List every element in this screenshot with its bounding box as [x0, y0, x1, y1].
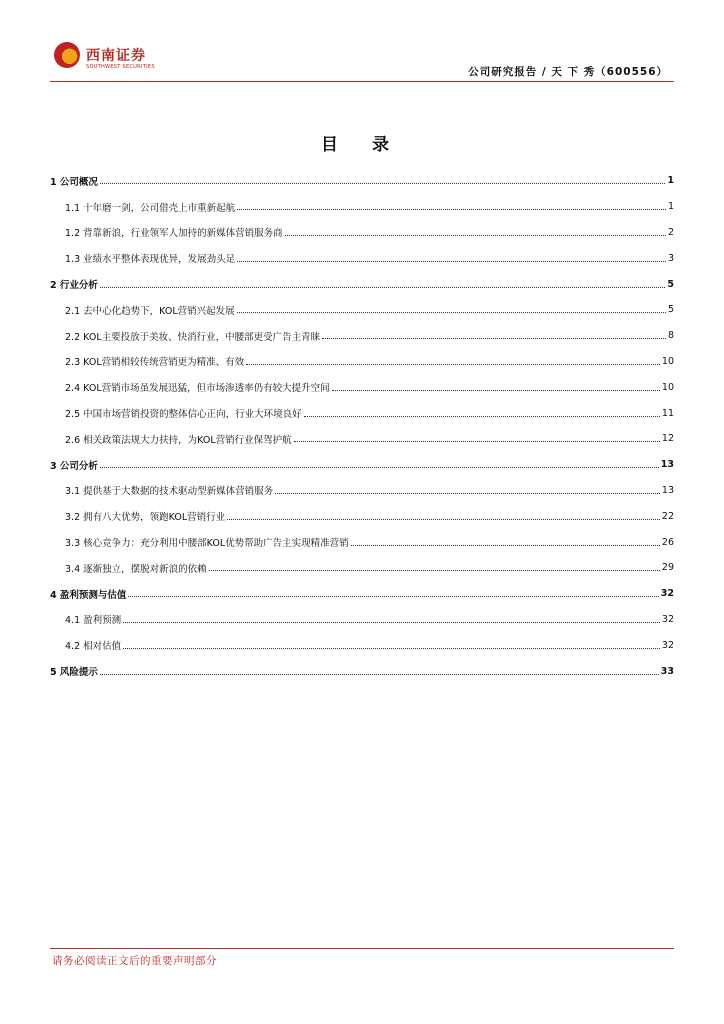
toc-entry-label: 3.2 拥有八大优势，领跑KOL营销行业: [65, 512, 226, 524]
company-logo: [54, 42, 184, 76]
toc-entry-page: 1: [667, 201, 674, 213]
toc-chapter-entry[interactable]: [50, 168, 674, 194]
toc-leader-dots: [332, 390, 660, 391]
toc-entry-label: 2.6 相关政策法规大力扶持，为KOL营销行业保驾护航: [65, 434, 292, 446]
toc-entry-page: 10: [661, 381, 674, 393]
header-divider: [50, 81, 674, 82]
toc-entry-label: 1.1 十年磨一剑，公司借壳上市重新起航: [65, 202, 236, 214]
toc-section-entry[interactable]: [50, 220, 674, 246]
report-header-title: 公司研究报告 / 天 下 秀（600556）: [468, 66, 668, 78]
footer-divider: [50, 948, 674, 949]
logo-english-name: SOUTHWEST SECURITIES: [86, 64, 155, 70]
table-of-contents: [50, 168, 674, 684]
toc-section-entry[interactable]: [50, 607, 674, 633]
toc-entry-label: 5 风险提示: [50, 667, 98, 679]
toc-chapter-entry[interactable]: [50, 581, 674, 607]
toc-entry-label: 3 公司分析: [50, 460, 98, 472]
toc-entry-page: 8: [667, 330, 674, 342]
toc-entry-label: 4 盈利预测与估值: [50, 589, 127, 601]
toc-chapter-entry[interactable]: [50, 658, 674, 684]
toc-section-entry[interactable]: [50, 374, 674, 400]
toc-chapter-entry[interactable]: [50, 452, 674, 478]
toc-entry-label: 2.2 KOL主要投放于美妆、快消行业，中腰部更受广告主青睐: [65, 331, 321, 343]
toc-entry-label: 2.5 中国市场营销投资的整体信心正向，行业大环境良好: [65, 409, 302, 421]
toc-leader-dots: [227, 519, 660, 520]
toc-section-entry[interactable]: [50, 529, 674, 555]
toc-leader-dots: [237, 261, 666, 262]
toc-leader-dots: [237, 209, 666, 210]
toc-leader-dots: [322, 338, 666, 339]
toc-section-entry[interactable]: [50, 400, 674, 426]
toc-section-entry[interactable]: [50, 426, 674, 452]
toc-entry-page: 29: [661, 562, 674, 574]
logo-emblem-icon: [54, 42, 80, 68]
toc-entry-label: 2.3 KOL营销相较传统营销更为精准、有效: [65, 357, 245, 369]
toc-entry-label: 1.2 背靠新浪，行业领军人加持的新媒体营销服务商: [65, 228, 283, 240]
toc-entry-label: 2.4 KOL营销市场虽发展迅猛，但市场渗透率仍有较大提升空间: [65, 383, 330, 395]
toc-leader-dots: [123, 622, 660, 623]
toc-entry-label: 3.1 提供基于大数据的技术驱动型新媒体营销服务: [65, 486, 274, 498]
toc-section-entry[interactable]: [50, 194, 674, 220]
toc-section-entry[interactable]: [50, 323, 674, 349]
toc-leader-dots: [100, 183, 665, 184]
toc-leader-dots: [294, 441, 660, 442]
toc-leader-dots: [246, 364, 660, 365]
toc-entry-page: 33: [660, 665, 674, 677]
toc-entry-page: 10: [661, 355, 674, 367]
logo-name: 西南证券: [86, 48, 146, 64]
toc-chapter-entry[interactable]: [50, 271, 674, 297]
toc-entry-page: 5: [667, 304, 674, 316]
toc-entry-label: 1 公司概况: [50, 176, 98, 188]
toc-entry-page: 12: [661, 433, 674, 445]
toc-section-entry[interactable]: [50, 555, 674, 581]
toc-entry-page: 3: [667, 252, 674, 264]
toc-entry-label: 2.1 去中心化趋势下，KOL营销兴起发展: [65, 305, 235, 317]
toc-section-entry[interactable]: [50, 503, 674, 529]
toc-entry-page: 32: [661, 639, 674, 651]
toc-section-entry[interactable]: [50, 245, 674, 271]
toc-leader-dots: [285, 235, 666, 236]
toc-leader-dots: [351, 545, 660, 546]
toc-entry-page: 11: [661, 407, 674, 419]
toc-leader-dots: [237, 312, 666, 313]
toc-entry-label: 1.3 业绩水平整体表现优异，发展劲头足: [65, 254, 236, 266]
toc-leader-dots: [128, 596, 658, 597]
toc-entry-page: 5: [667, 278, 674, 290]
toc-entry-label: 2 行业分析: [50, 280, 98, 292]
toc-entry-page: 1: [667, 175, 674, 187]
toc-entry-page: 32: [661, 613, 674, 625]
toc-leader-dots: [209, 570, 660, 571]
toc-section-entry[interactable]: [50, 632, 674, 658]
toc-title: 目 录: [321, 135, 403, 155]
toc-leader-dots: [123, 648, 660, 649]
toc-entry-page: 13: [660, 459, 674, 471]
toc-leader-dots: [100, 467, 659, 468]
toc-entry-page: 26: [661, 536, 674, 548]
toc-entry-page: 13: [661, 484, 674, 496]
toc-entry-page: 2: [667, 226, 674, 238]
toc-section-entry[interactable]: [50, 297, 674, 323]
toc-entry-label: 4.1 盈利预测: [65, 615, 122, 627]
toc-leader-dots: [100, 287, 665, 288]
footer-disclaimer: 请务必阅读正文后的重要声明部分: [52, 955, 217, 967]
toc-entry-label: 3.3 核心竞争力：充分利用中腰部KOL优势帮助广告主实现精准营销: [65, 538, 349, 550]
toc-section-entry[interactable]: [50, 478, 674, 504]
toc-entry-page: 22: [661, 510, 674, 522]
toc-entry-page: 32: [660, 588, 674, 600]
toc-leader-dots: [275, 493, 660, 494]
toc-leader-dots: [100, 674, 659, 675]
toc-leader-dots: [304, 416, 660, 417]
page-header: [50, 40, 674, 82]
toc-entry-label: 3.4 逐渐独立，摆脱对新浪的依赖: [65, 563, 207, 575]
toc-entry-label: 4.2 相对估值: [65, 641, 122, 653]
toc-section-entry[interactable]: [50, 349, 674, 375]
